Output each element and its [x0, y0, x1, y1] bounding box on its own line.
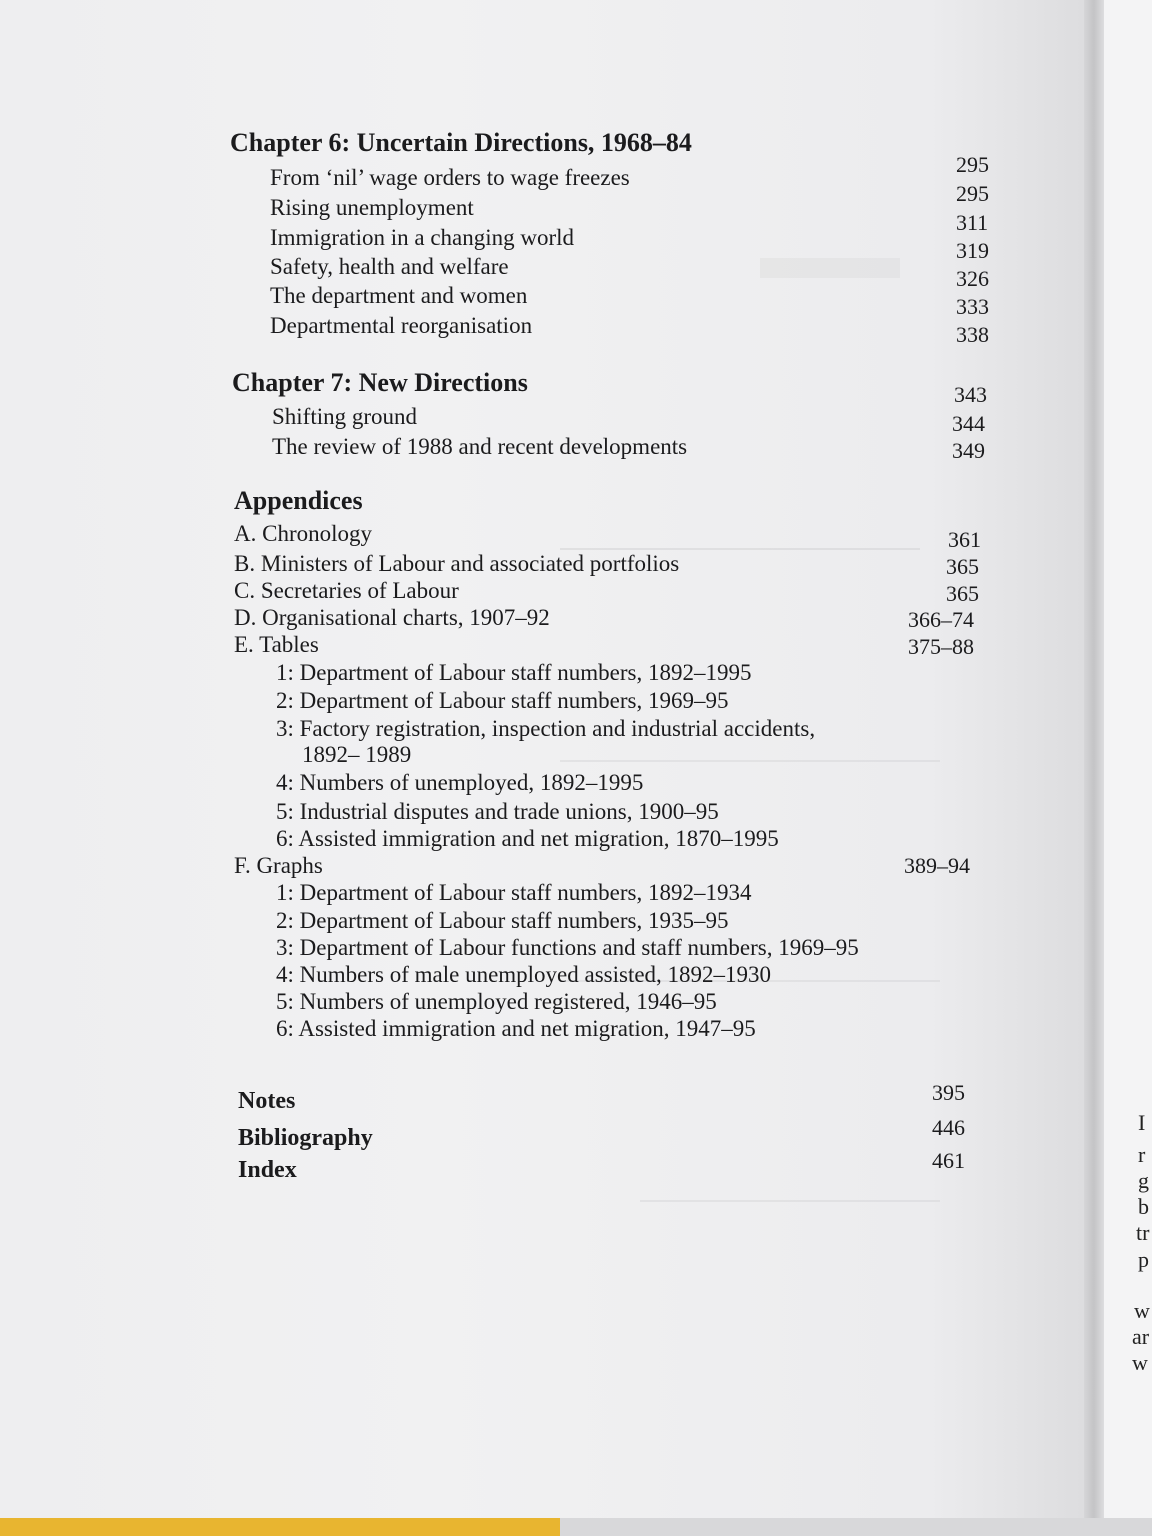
table-entry: 2: Department of Labour staff numbers, 1969–95 [276, 688, 729, 713]
toc-page: 311 [956, 210, 989, 235]
book-gutter [1084, 0, 1106, 1536]
toc-section: Safety, health and welfare [270, 254, 509, 279]
appendix-item: B. Ministers of Labour and associated portfolios [234, 551, 680, 576]
toc-page: 326 [956, 266, 989, 291]
facing-page-text: w [1134, 1298, 1150, 1323]
toc-page: 349 [952, 438, 985, 463]
appendix-item: C. Secretaries of Labour [234, 578, 459, 603]
appendix-page: 375–88 [908, 634, 974, 659]
graph-entry: 6: Assisted immigration and net migration, 1947–95 [276, 1016, 756, 1041]
facing-page-text: g [1138, 1168, 1149, 1193]
appendix-page: 365 [946, 581, 979, 606]
toc-section: From ‘nil’ wage orders to wage freezes [270, 165, 630, 190]
bibliography-page: 446 [932, 1115, 965, 1140]
graphs-heading: F. Graphs [234, 853, 323, 878]
toc-section: Immigration in a changing world [270, 225, 575, 250]
toc-section: Rising unemployment [270, 195, 474, 220]
table-entry: 1: Department of Labour staff numbers, 1892–1995 [276, 660, 752, 685]
appendices-title: Appendices [234, 486, 363, 515]
appendix-page: 361 [948, 527, 981, 552]
notes-heading: Notes [238, 1088, 296, 1114]
appendix-page: 366–74 [908, 607, 974, 632]
graph-entry: 3: Department of Labour functions and staff numbers, 1969–95 [276, 935, 859, 960]
chapter-7-title: Chapter 7: New Directions [232, 368, 528, 397]
book-cover-edge [0, 1518, 560, 1536]
toc-section: The department and women [270, 283, 528, 308]
graph-entry: 5: Numbers of unemployed registered, 1946–95 [276, 989, 717, 1014]
graphs-page: 389–94 [904, 853, 970, 878]
index-heading: Index [238, 1157, 297, 1183]
table-entry: 3: Factory registration, inspection and industrial accidents, [276, 716, 816, 741]
table-entry: 4: Numbers of unemployed, 1892–1995 [276, 770, 644, 795]
chapter-6-title: Chapter 6: Uncertain Directions, 1968–84 [230, 128, 692, 157]
table-entry: 1892– 1989 [302, 742, 412, 767]
toc-section: Shifting ground [272, 404, 418, 429]
table-entry: 5: Industrial disputes and trade unions, 1900–95 [276, 799, 719, 824]
graph-entry: 2: Department of Labour staff numbers, 1935–95 [276, 908, 729, 933]
facing-page-text: r [1138, 1142, 1146, 1167]
toc-section: Departmental reorganisation [270, 313, 533, 338]
graph-entry: 1: Department of Labour staff numbers, 1892–1934 [276, 880, 752, 905]
toc-page: 344 [952, 411, 985, 436]
facing-page-text: b [1138, 1194, 1149, 1219]
notes-page: 395 [932, 1080, 965, 1105]
appendix-item: E. Tables [234, 632, 319, 657]
facing-page-text: p [1138, 1247, 1149, 1272]
table-entry: 6: Assisted immigration and net migration, 1870–1995 [276, 826, 779, 851]
appendix-item: D. Organisational charts, 1907–92 [234, 605, 550, 630]
facing-page-text: tr [1136, 1220, 1150, 1245]
appendix-page: 365 [946, 554, 979, 579]
toc-page: 333 [956, 294, 989, 319]
facing-page-text: ar [1132, 1324, 1150, 1349]
chapter-7-page: 343 [954, 382, 987, 407]
graph-entry: 4: Numbers of male unemployed assisted, 1892–1930 [276, 962, 772, 987]
index-page: 461 [932, 1148, 965, 1173]
appendix-item: A. Chronology [234, 521, 372, 546]
toc-page: 295 [956, 181, 989, 206]
toc-page: 319 [956, 238, 989, 263]
table-surface [560, 1518, 1152, 1536]
chapter-6-page: 295 [956, 152, 989, 177]
bibliography-heading: Bibliography [238, 1125, 373, 1151]
facing-page-text: I [1138, 1110, 1146, 1135]
toc-page: 338 [956, 322, 989, 347]
facing-page-text: w [1132, 1350, 1148, 1375]
toc-section: The review of 1988 and recent developments [272, 434, 688, 459]
